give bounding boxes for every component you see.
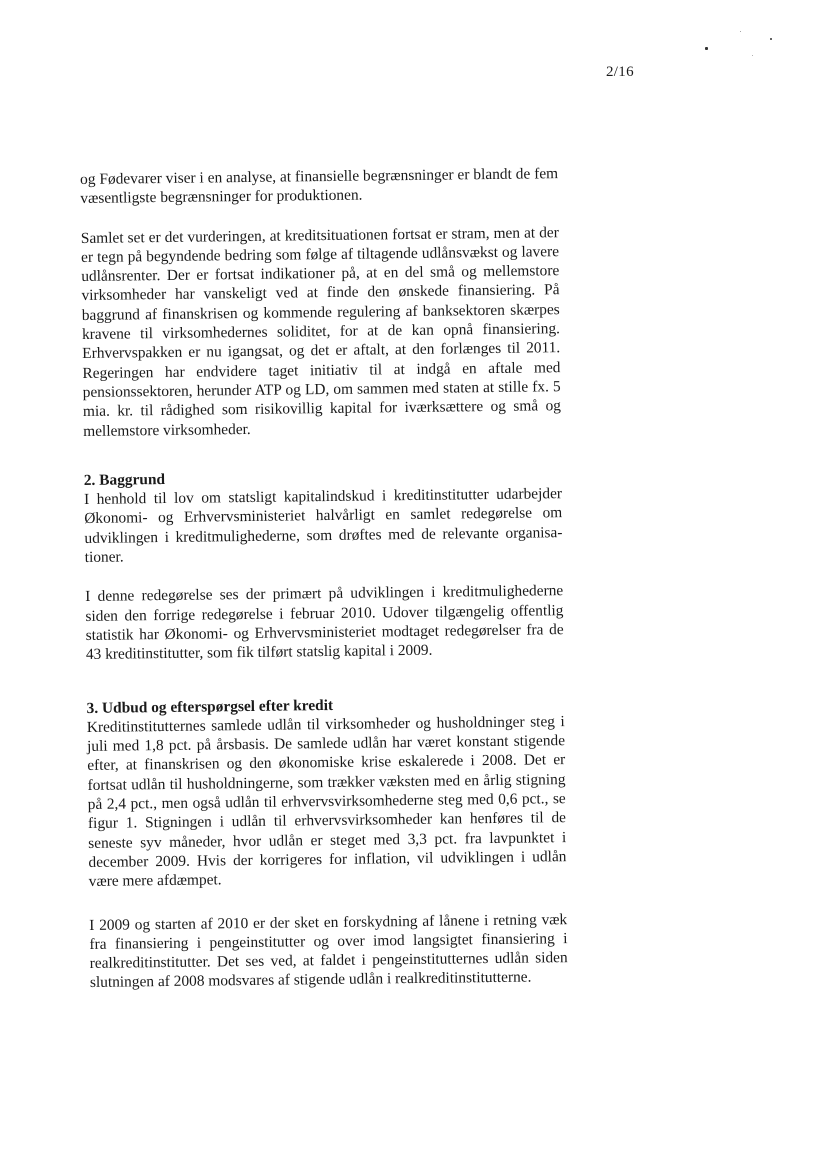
section-heading-supply-demand: 3. Udbud og efterspørgsel efter kredit xyxy=(86,696,334,717)
document-body xyxy=(80,164,568,992)
paragraph-background: I henhold til lov om statsligt kapitalindskud i kreditinstitutter udarbejder Økonomi- og Erhvervsministeriet halvårligt en samlet redegørelse om udviklingen i kreditmulighederne, som drøftes med de relevante organisationer. xyxy=(83,485,563,567)
scan-speck xyxy=(752,55,753,56)
paragraph-loan-shift: I 2009 og starten af 2010 er der sket en forskydning af lånene i retning væk fra finansiering i pengeinstitutter og over imod langsigtet finansiering i realkreditinstitutter. Det ses ved, at faldet i pengeinstitutternes udlån siden slutningen af 2008 modsvares af stigende udlån i realkreditinstitutterne. xyxy=(89,910,568,992)
paragraph-lending-growth: Kreditinstitutternes samlede udlån til virksomheder og husholdninger steg i juli med 1,8 pct. på årsbasis. De samlede udlån har været konstant stigende efter, at finanskrisen og den økonomiske krise eskalerede i 2008. Det er fortsat udlån til husholdningerne, som trækker væksten med en årlig stigning på 2,4 pct., men også udlån til erhvervsvirksomhederne steg med 0,6 pct., se figur 1. Stigningen i udlån til erhvervsvirksomheder kan henføres til de seneste syv måneder, hvor udlån er steget med 3,3 pct. fra lavpunktet i december 2009. Hvis der korrigeres for inflation, vil udviklingen i udlån være mere afdæmpet. xyxy=(86,712,567,891)
paragraph-credit-assessment: Samlet set er det vurderingen, at kreditsituationen fortsat er stram, men at der er tegn på begyndende bedring som følge af tiltagende udlånsvækst og lavere udlånsrenter. Der er fortsat indikationer på, at en del små og mellemstore virksomheder har vanskeligt ved at finde den ønskede finansiering. På baggrund af finanskrisen og kommende regulering af banksektoren skærpes kravene til virksomhedernes soliditet, for at de kan opnå finansiering. Erhvervspakken er nu igangsat, og det er aftalt, at den forlænges til 2011. Regeringen har endvidere taget initiativ til at indgå en aftale med pensionssektoren, herunder ATP og LD, om sammen med staten at stille fx. 5 mia. kr. til rådighed som risikovillig kapital for iværksættere og små og mellemstore virksomheder. xyxy=(80,223,562,440)
paragraph-continuation: og Fødevarer viser i en analyse, at finansielle begrænsninger er blandt de fem væsentligste begrænsninger for produktionen. xyxy=(80,165,559,208)
scan-speck xyxy=(770,38,772,40)
scan-speck xyxy=(740,31,741,32)
section-heading-background: 2. Baggrund xyxy=(83,470,166,489)
page-number: 2/16 xyxy=(606,64,634,80)
scan-speck xyxy=(705,47,708,50)
paragraph-report-scope: I denne redegørelse ses der primært på udviklingen i kreditmulighederne siden den forrige redegørelse i februar 2010. Udover tilgængelig offentlig statistik har Økonomi- og Erhvervsministeriet modtaget redegørelser fra de 43 kreditinstitutter, som fik tilført statslig kapital i 2009. xyxy=(85,582,564,664)
